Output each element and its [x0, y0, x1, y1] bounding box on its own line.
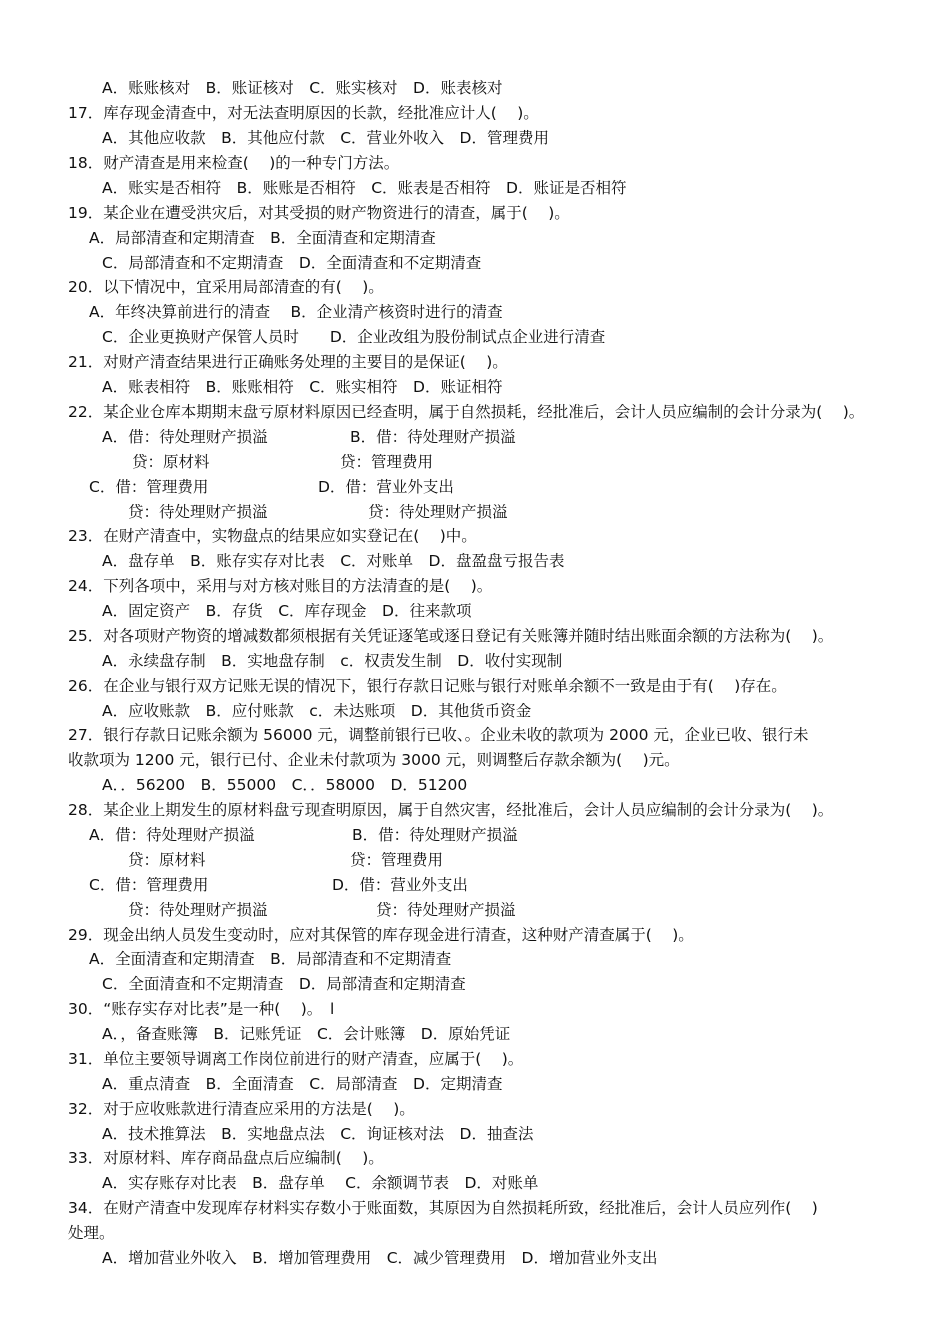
q28-option-c-debit: C．借：管理费用 — [89, 876, 209, 894]
q22-option-c-debit: C．借：管理费用 — [89, 478, 209, 496]
q25-stem: 25．对各项财产物资的增减数都须根据有关凭证逐笔或逐日登记有关账簿并随时结出账面余额的方法称为( )。 — [68, 627, 834, 645]
q21-options: A．账表相符 B．账账相符 C．账实相符 D．账证相符 — [102, 378, 503, 396]
q29-stem: 29．现金出纳人员发生变动时，应对其保管的库存现金进行清查，这种财产清查属于( )。 — [68, 926, 694, 944]
q22-option-d-credit: 贷：待处理财产损溢 — [368, 503, 508, 521]
q32-stem: 32．对于应收账款进行清查应采用的方法是( )。 — [68, 1100, 415, 1118]
q28-option-b-credit: 贷：管理费用 — [350, 851, 444, 869]
q30-options: A．，备查账簿 B．记账凭证 C．会计账簿 D．原始凭证 — [102, 1025, 511, 1043]
q23-stem: 23．在财产清查中，实物盘点的结果应如实登记在( )中。 — [68, 527, 477, 545]
q28-option-d-debit: D．借：营业外支出 — [332, 876, 468, 894]
q28-stem: 28．某企业上期发生的原材料盘亏现查明原因，属于自然灾害，经批准后，会计人员应编制的会计分录为( )。 — [68, 801, 834, 819]
q33-stem: 33．对原材料、库存商品盘点后应编制( )。 — [68, 1149, 384, 1167]
q27-stem-line1: 27．银行存款日记账余额为 56000 元，调整前银行已收、。企业未收的款项为 2000 元，企业已收、银行未 — [68, 726, 809, 744]
q28-option-a-credit: 贷：原材料 — [128, 851, 206, 869]
q25-options: A．永续盘存制 B．实地盘存制 c．权责发生制 D．收付实现制 — [102, 652, 563, 670]
q31-options: A．重点清查 B．全面清查 C．局部清查 D．定期清查 — [102, 1075, 503, 1093]
q17-stem: 17．库存现金清查中，对无法查明原因的长款，经批准应计人( )。 — [68, 104, 539, 122]
q22-option-b-credit: 贷：管理费用 — [340, 453, 434, 471]
q28-option-a-debit: A．借：待处理财产损溢 — [89, 826, 255, 844]
q29-options-ab: A．全面清查和定期清查 B．局部清查和不定期清查 — [89, 950, 452, 968]
q19-options-ab: A．局部清查和定期清查 B．全面清查和定期清查 — [89, 229, 436, 247]
q32-options: A．技术推算法 B．实地盘点法 C．询证核对法 D．抽查法 — [102, 1125, 534, 1143]
q27-options: A．．56200 B．55000 C．．58000 D．51200 — [102, 776, 468, 794]
q23-options: A．盘存单 B．账存实存对比表 C．对账单 D．盘盈盘亏报告表 — [102, 552, 565, 570]
q22-option-c-credit: 贷：待处理财产损溢 — [128, 503, 268, 521]
q18-stem: 18．财产清查是用来检查( )的一种专门方法。 — [68, 154, 400, 172]
q28-option-c-credit: 贷：待处理财产损溢 — [128, 901, 268, 919]
q31-stem: 31．单位主要领导调离工作岗位前进行的财产清查，应属于( )。 — [68, 1050, 524, 1068]
q22-option-a-debit: A．借：待处理财产损溢 — [102, 428, 268, 446]
q16-options: A．账账核对 B．账证核对 C．账实核对 D．账表核对 — [102, 79, 503, 97]
q24-stem: 24．下列各项中，采用与对方核对账目的方法清查的是( )。 — [68, 577, 493, 595]
q22-option-a-credit: 贷：原材料 — [132, 453, 210, 471]
q22-stem: 22．某企业仓库本期期末盘亏原材料原因已经查明，属于自然损耗，经批准后，会计人员应编制的会计分录为( )。 — [68, 403, 865, 421]
q26-stem: 26．在企业与银行双方记账无误的情况下，银行存款日记账与银行对账单余额不一致是由于有( )存在。 — [68, 677, 787, 695]
q19-options-cd: C．局部清查和不定期清查 D．全面清查和不定期清查 — [102, 254, 482, 272]
q30-stem: 30．“账存实存对比表”是一种( )。 l — [68, 1000, 335, 1018]
q20-stem: 20．以下情况中，宜采用局部清查的有( )。 — [68, 278, 384, 296]
q18-options: A．账实是否相符 B．账账是否相符 C．账表是否相符 D．账证是否相符 — [102, 179, 627, 197]
q22-option-b-debit: B．借：待处理财产损溢 — [350, 428, 516, 446]
q28-option-d-credit: 贷：待处理财产损溢 — [376, 901, 516, 919]
q28-option-b-debit: B．借：待处理财产损溢 — [352, 826, 518, 844]
q34-stem-line2: 处理。 — [68, 1224, 115, 1242]
q19-stem: 19．某企业在遭受洪灾后，对其受损的财产物资进行的清查，属于( )。 — [68, 204, 570, 222]
q20-options-cd: C．企业更换财产保管人员时 D．企业改组为股份制试点企业进行清查 — [102, 328, 606, 346]
q34-stem-line1: 34．在财产清查中发现库存材料实存数小于账面数，其原因为自然损耗所致，经批准后，会计人员应列作( ) — [68, 1199, 818, 1217]
q29-options-cd: C．全面清查和不定期清查 D．局部清查和定期清查 — [102, 975, 466, 993]
q22-option-d-debit: D．借：营业外支出 — [318, 478, 454, 496]
q26-options: A．应收账款 B．应付账款 c．未达账项 D．其他货币资金 — [102, 702, 532, 720]
q17-options: A．其他应收款 B．其他应付款 C．营业外收入 D．管理费用 — [102, 129, 549, 147]
q33-options: A．实存账存对比表 B．盘存单 C．余额调节表 D．对账单 — [102, 1174, 539, 1192]
q20-options-ab: A．年终决算前进行的清查 B．企业清产核资时进行的清查 — [89, 303, 503, 321]
q27-stem-line2: 收款项为 1200 元，银行已付、企业未付款项为 3000 元，则调整后存款余额为( )元。 — [68, 751, 680, 769]
q21-stem: 21．对财产清查结果进行正确账务处理的主要目的是保证( )。 — [68, 353, 508, 371]
q34-options: A．增加营业外收入 B．增加管理费用 C．减少管理费用 D．增加营业外支出 — [102, 1249, 658, 1267]
q24-options: A．固定资产 B．存货 C．库存现金 D．往来款项 — [102, 602, 472, 620]
